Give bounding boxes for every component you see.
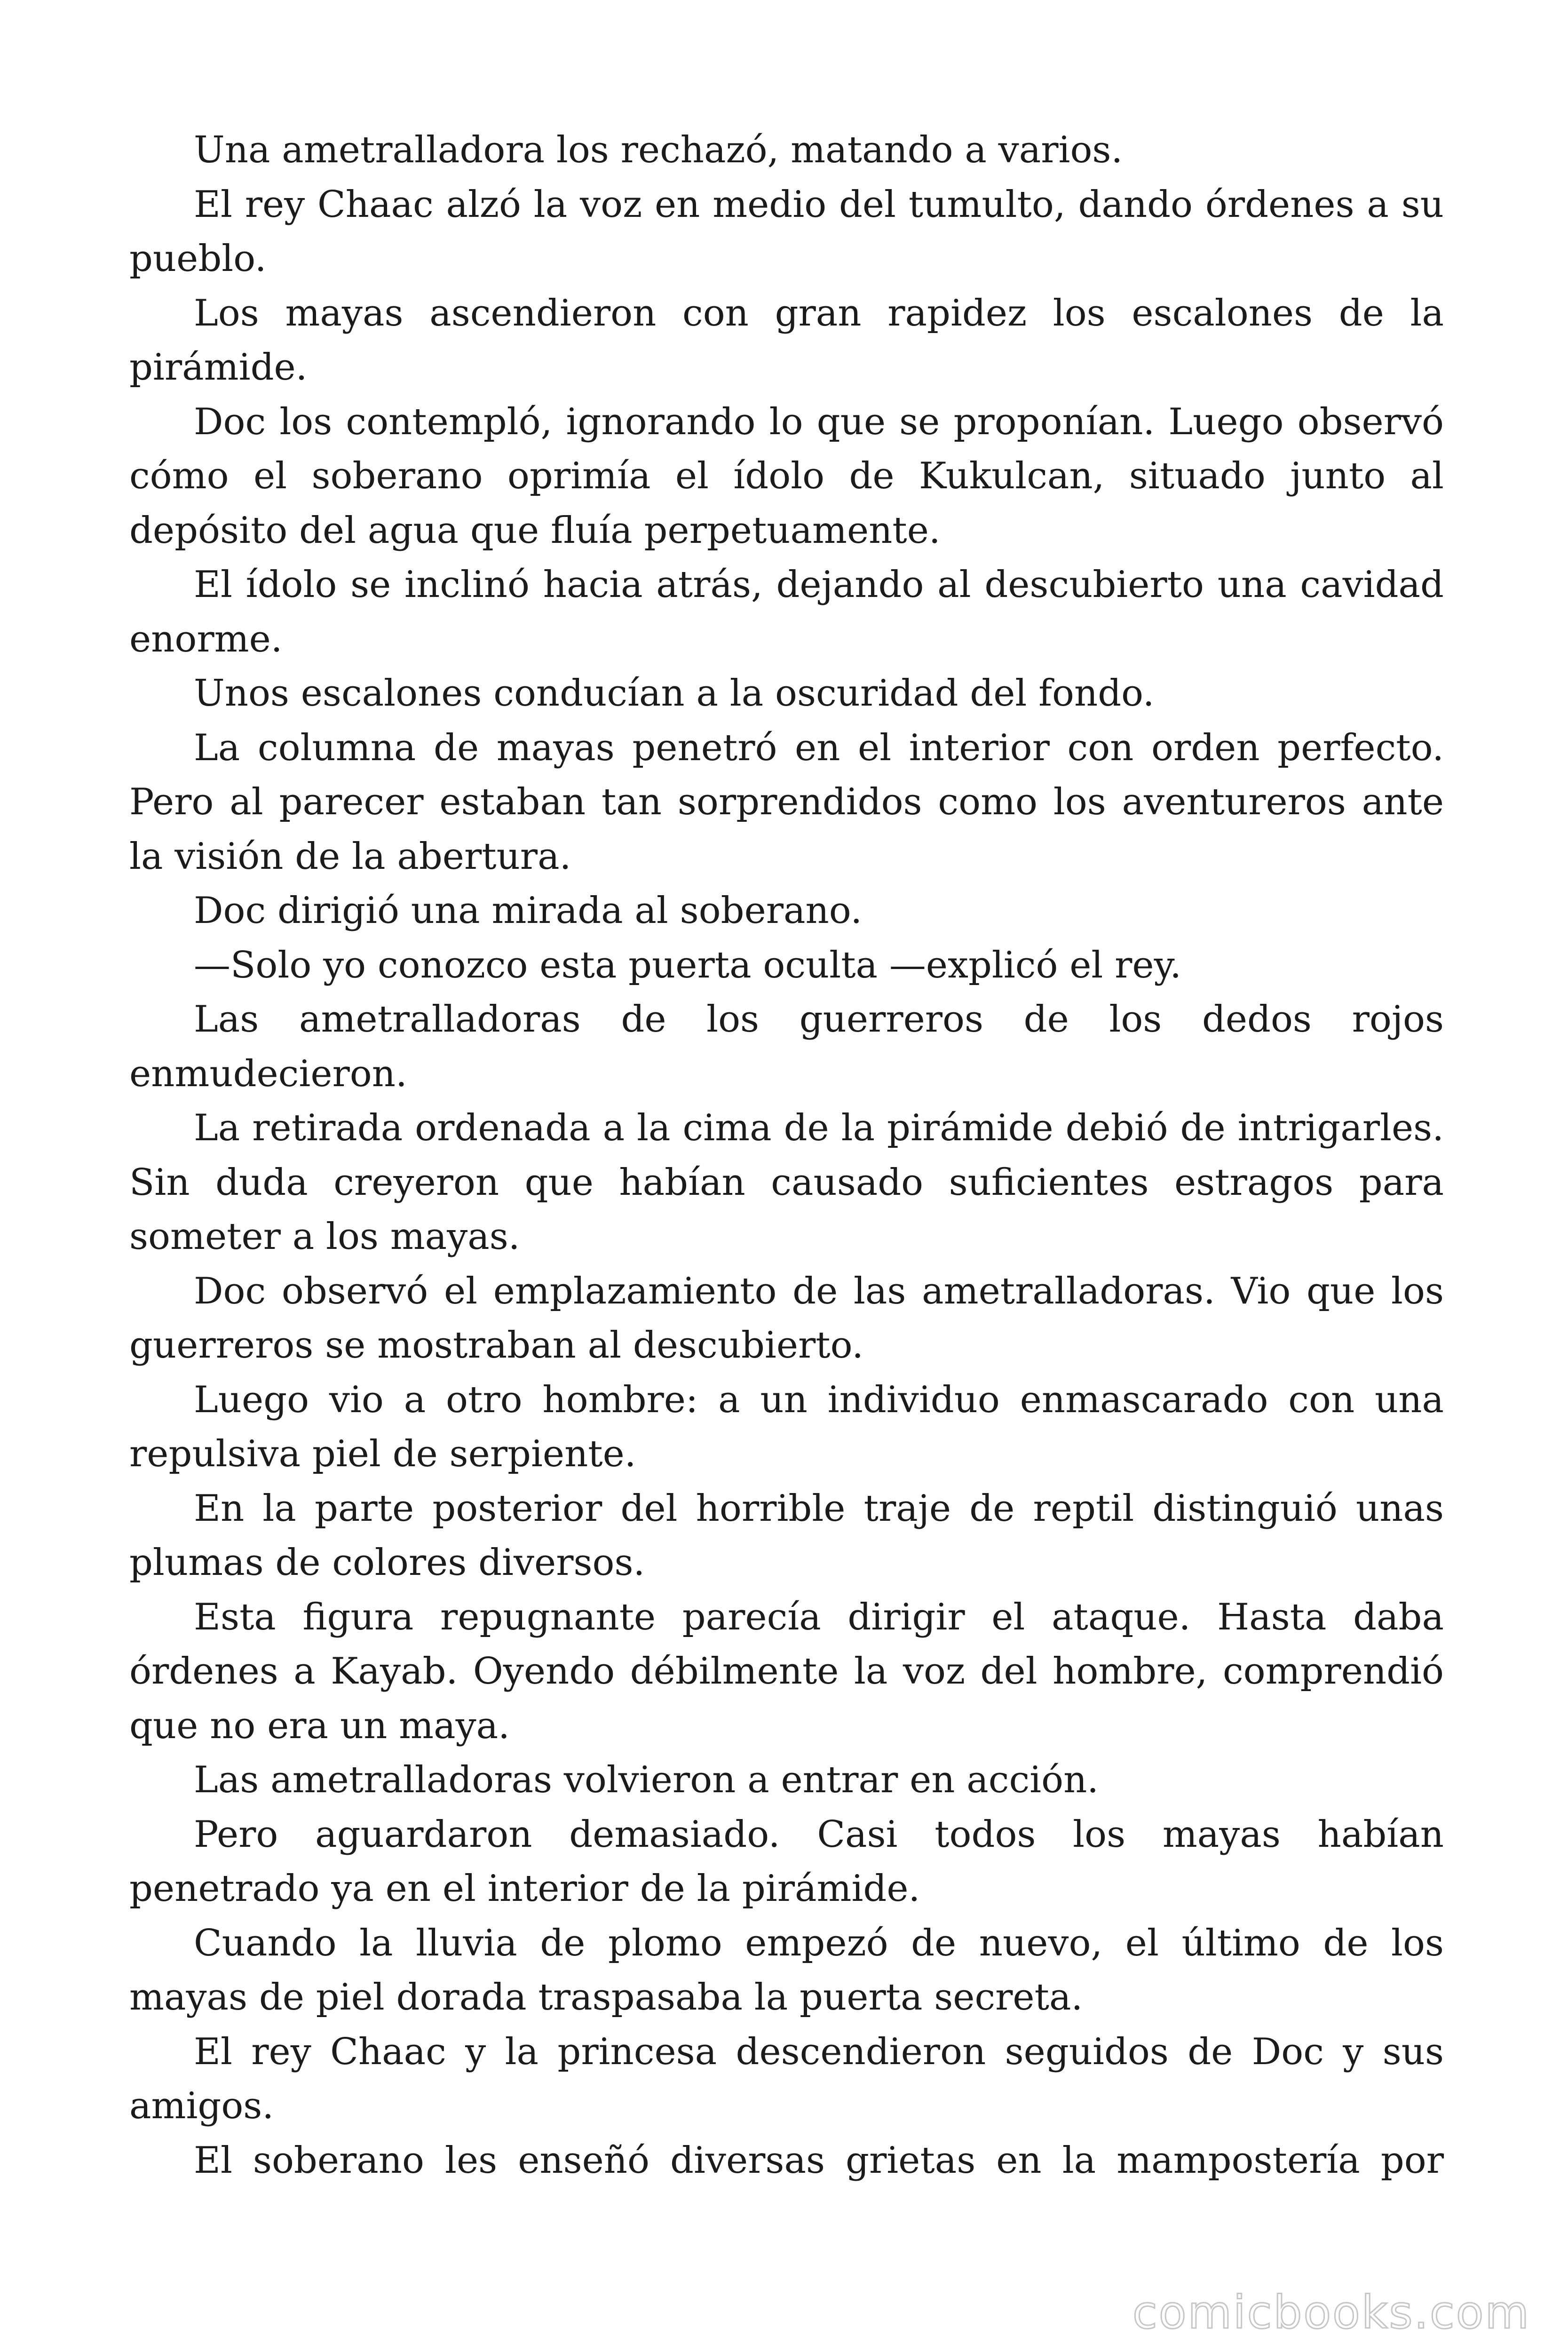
paragraph: Las ametralladoras de los guerreros de los dedos rojos enmudecieron. <box>129 998 1444 1095</box>
body-text <box>129 123 1444 2188</box>
watermark: comicbooks.com <box>1132 2286 1530 2339</box>
paragraph: Doc dirigió una mirada al soberano. <box>194 890 863 932</box>
paragraph: Luego vio a otro hombre: a un individuo enmascarado con una repulsiva piel de serpiente. <box>129 1378 1444 1475</box>
paragraph: Pero aguardaron demasiado. Casi todos los mayas habían penetrado ya en el interior de la pirámide. <box>129 1813 1444 1910</box>
paragraph: La columna de mayas penetró en el interior con orden perfecto. Pero al parecer estaban tan sorprendidos como los aventureros ante la visión de la abertura. <box>129 726 1444 878</box>
paragraph: El rey Chaac alzó la voz en medio del tumulto, dando órdenes a su pueblo. <box>129 183 1444 280</box>
paragraph: Cuando la lluvia de plomo empezó de nuevo, el último de los mayas de piel dorada traspasaba la puerta secreta. <box>129 1922 1444 2018</box>
paragraph: Esta figura repugnante parecía dirigir el ataque. Hasta daba órdenes a Kayab. Oyendo débilmente la voz del hombre, comprendió que no era un maya. <box>129 1596 1444 1747</box>
paragraph: Una ametralladora los rechazó, matando a varios. <box>194 129 1123 171</box>
paragraph: En la parte posterior del horrible traje de reptil distinguió unas plumas de colores diversos. <box>129 1487 1444 1584</box>
paragraph: —Solo yo conozco esta puerta oculta —explicó el rey. <box>194 944 1182 986</box>
paragraph: El rey Chaac y la princesa descendieron seguidos de Doc y sus amigos. <box>129 2030 1444 2127</box>
paragraph: Los mayas ascendieron con gran rapidez los escalones de la pirámide. <box>129 292 1444 389</box>
paragraph: El soberano les enseñó diversas grietas en la mampostería por <box>194 2139 1444 2182</box>
paragraph: Las ametralladoras volvieron a entrar en acción. <box>194 1759 1099 1801</box>
paragraph: Doc observó el emplazamiento de las ametralladoras. Vio que los guerreros se mostraban al descubierto. <box>129 1270 1444 1367</box>
paragraph: La retirada ordenada a la cima de la pirámide debió de intrigarles. Sin duda creyeron que habían causado suficientes estragos para someter a los mayas. <box>129 1107 1444 1258</box>
paragraph: Doc los contempló, ignorando lo que se proponían. Luego observó cómo el soberano oprimía el ídolo de Kukulcan, situado junto al depósito del agua que fluía perpetuamente. <box>129 400 1444 552</box>
paragraph: Unos escalones conducían a la oscuridad del fondo. <box>194 672 1155 715</box>
paragraph: El ídolo se inclinó hacia atrás, dejando al descubierto una cavidad enorme. <box>129 564 1444 660</box>
